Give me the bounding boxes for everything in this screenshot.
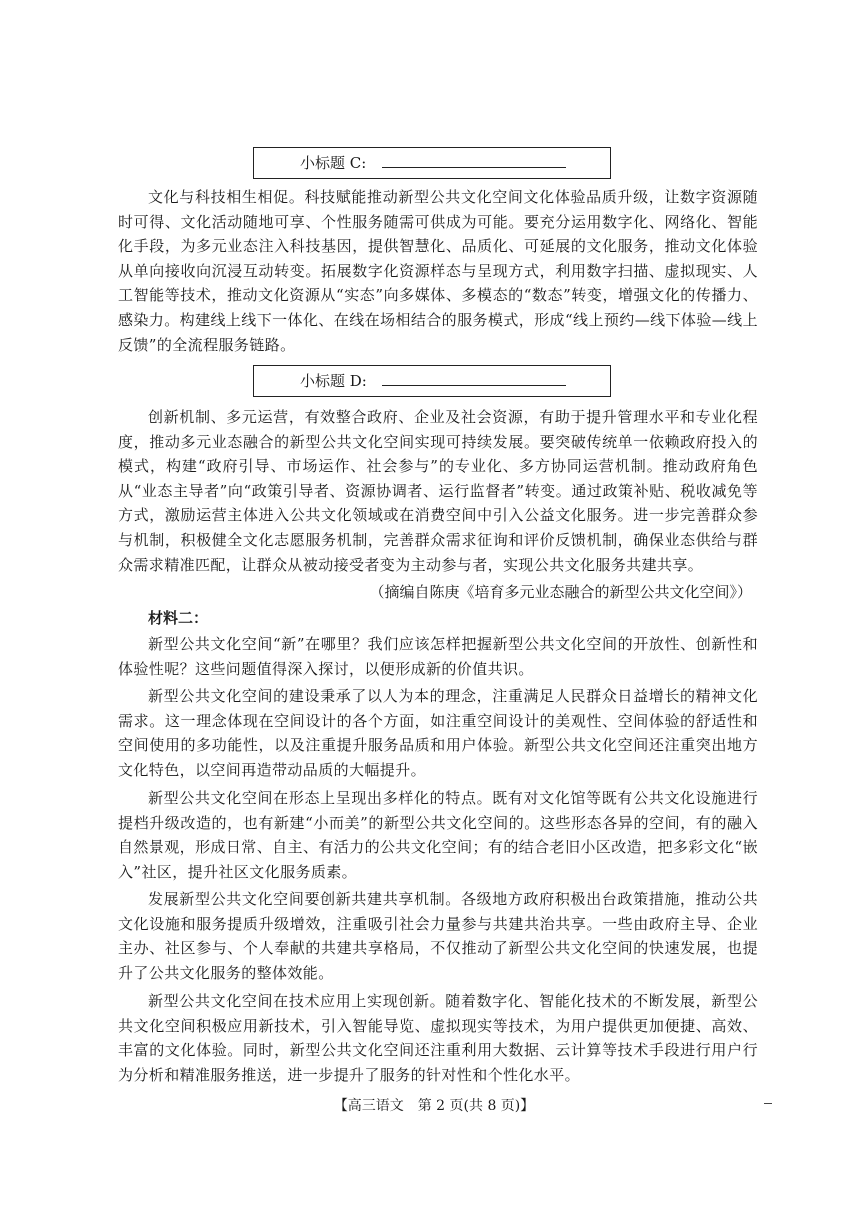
material-2-paragraph: 新型公共文化空间在形态上呈现出多样化的特点。既有对文化馆等既有公共文化设施进行提档升级改造的，也有新建“小而美”的新型公共文化空间的。这些形态各异的空间，有的融入自然景观，形成日常、自主、有活力的公共文化空间；有的结合老旧小区改造，把多彩文化“嵌入”社区，提升社区文化服务质素。 (118, 789, 758, 881)
subtitle-c-blank (382, 167, 566, 168)
subtitle-c-box (253, 147, 611, 179)
material-2-paragraph: 新型公共文化空间在技术应用上实现创新。随着数字化、智能化技术的不断发展，新型公共文化空间积极应用新技术，引入智能导览、虚拟现实等技术，为用户提供更加便捷、高效、丰富的文化体验。同时，新型公共文化空间还注重利用大数据、云计算等技术手段进行用户行为分析和精准服务推送，进一步提升了服务的针对性和个性化水平。 (118, 992, 758, 1084)
material-2-paragraph: 新型公共文化空间的建设秉承了以人为本的理念，注重满足人民群众日益增长的精神文化需求。这一理念体现在空间设计的各个方面，如注重空间设计的美观性、空间体验的舒适性和空间使用的多功能性，以及注重提升服务品质和用户体验。新型公共文化空间还注重突出地方文化特色，以空间再造带动品质的大幅提升。 (118, 687, 758, 779)
section-c-paragraph: 文化与科技相生相促。科技赋能推动新型公共文化空间文化体验品质升级，让数字资源随时可得、文化活动随地可享、个性服务随需可供成为可能。要充分运用数字化、网络化、智能化手段，为多元业态注入科技基因，提供智慧化、品质化、可延展的文化服务，推动文化体验从单向接收向沉浸互动转变。拓展数字化资源样态与呈现方式，利用数字扫描、虚拟现实、人工智能等技术，推动文化资源从“实态”向多媒体、多模态的“数态”转变，增强文化的传播力、感染力。构建线上线下一体化、在线在场相结合的服务模式，形成“线上预约—线下体验—线上反馈”的全流程服务链路。 (118, 188, 758, 354)
subtitle-c-label: 小标题 C: (300, 154, 367, 172)
subtitle-d-label: 小标题 D: (300, 372, 367, 390)
subtitle-d-box (253, 365, 611, 397)
page-footer: 【高三语文 第 2 页(共 8 页)】 (333, 1098, 535, 1114)
subtitle-d-blank (382, 385, 566, 386)
material-2-heading: 材料二： (148, 609, 209, 627)
material-2-paragraph: 新型公共文化空间“新”在哪里？我们应该怎样把握新型公共文化空间的开放性、创新性和体验性呢？这些问题值得深入探讨，以便形成新的价值共识。 (118, 635, 758, 678)
material-2-paragraph: 发展新型公共文化空间要创新共建共享机制。各级地方政府积极出台政策措施，推动公共文化设施和服务提质升级增效，注重吸引社会力量参与共建共治共享。一些由政府主导、企业主办、社区参与、个人奉献的共建共享格局，不仅推动了新型公共文化空间的快速发展，也提升了公共文化服务的整体效能。 (118, 890, 758, 982)
corner-mark (764, 1103, 772, 1104)
section-d-paragraph: 创新机制、多元运营，有效整合政府、企业及社会资源，有助于提升管理水平和专业化程度，推动多元业态融合的新型公共文化空间实现可持续发展。要突破传统单一依赖政府投入的模式，构建“政府引导、市场运作、社会参与”的专业化、多方协同运营机制。推动政府角色从“业态主导者”向“政策引导者、资源协调者、运行监督者”转变。通过政策补贴、税收减免等方式，激励运营主体进入公共文化领域或在消费空间中引入公益文化服务。进一步完善群众参与机制，积极健全文化志愿服务机制，完善群众需求征询和评价反馈机制，确保业态供给与群众需求精准匹配，让群众从被动接受者变为主动参与者，实现公共文化服务共建共享。 (118, 408, 758, 574)
source-citation: （摘编自陈庚《培育多元业态融合的新型公共文化空间》） (369, 583, 752, 601)
